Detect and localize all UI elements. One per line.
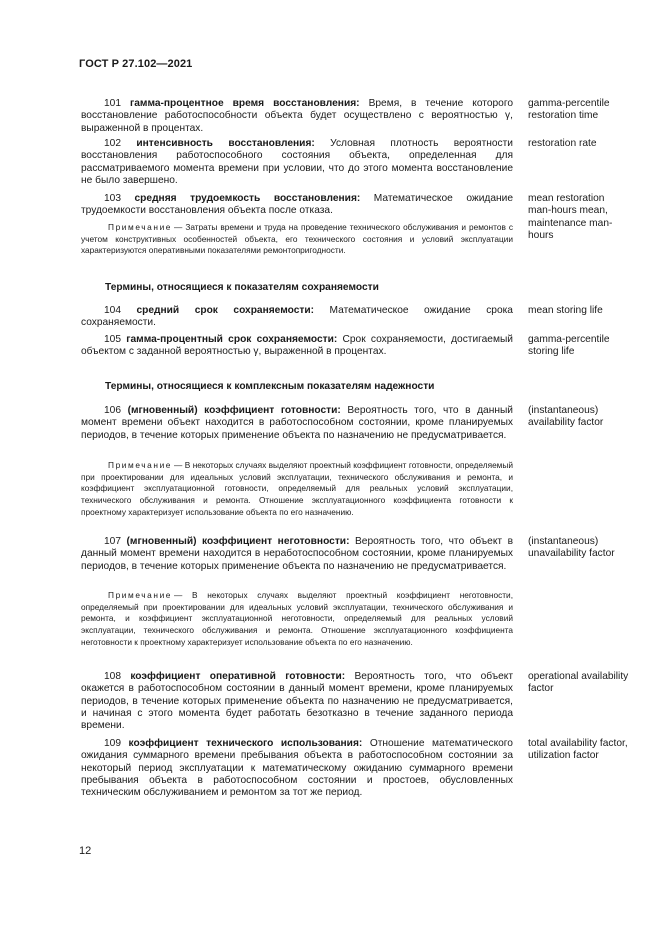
- english-equivalent-101: gamma-percentile restoration time: [528, 98, 610, 122]
- term-entry-103: [81, 193, 513, 218]
- term-name: (мгновенный) коэффициент неготовности:: [126, 536, 350, 547]
- term-name: гамма-процентное время восстановления:: [130, 98, 360, 109]
- term-name: гамма-процентный срок сохраняемости:: [126, 334, 338, 345]
- term-number: 103: [104, 193, 121, 204]
- english-equivalent-106: (instantaneous) availability factor: [528, 405, 604, 429]
- term-name: средний срок сохраняемости:: [136, 305, 315, 316]
- english-equivalent-104: mean storing life: [528, 305, 603, 316]
- note-text: — В некоторых случаях выделяют проектный коэффициент готовности, определяемый при проектировании для идеальных условий эксплуатации, технического обслуживания и ремонта, и коэффициент эксплуатационной готовности, определяемый для реальных условий эксплуатации, технического обслуживания и ремонта. Отношение эксплуатационного коэффициента готовности к проектному характеризует использование объекта по его назначению.: [81, 460, 513, 517]
- term-entry-108: [81, 671, 513, 732]
- term-definition: Вероятность того, что в данный момент времени объект находится в работоспособном состоянии, кроме планируемых периодов, в течение которых применение объекта по назначению не предусматривается.: [81, 405, 513, 441]
- term-definition: Условная плотность вероятности восстановления работоспособного состояния объекта, определенная для рассматриваемого момента времени при условии, что до этого момента восстановление не было завершено.: [81, 138, 513, 186]
- english-equivalent-109: total availability factor, utilization factor: [528, 738, 628, 762]
- note-107: [81, 590, 513, 649]
- term-definition: Время, в течение которого восстановление работоспособности объекта будет осуществлено с вероятностью γ, выраженной в процентах.: [81, 98, 513, 134]
- term-definition: Вероятность того, что объект в данный момент времени находится в неработоспособном состоянии, кроме планируемых периодов, в течение которых применение объекта по назначению не предусматривается.: [81, 536, 513, 572]
- english-equivalent-108: operational availability factor: [528, 671, 629, 695]
- term-number: 108: [104, 671, 121, 682]
- term-number: 107: [104, 536, 121, 547]
- term-definition: Вероятность того, что объект окажется в работоспособном состоянии в данный момент времени, кроме планируемых периодов, в течение которых применение объекта по назначению не предусматривается, и начиная с этого момента будет работать безотказно в течение заданного периода времени.: [81, 671, 513, 732]
- english-equivalent-107: (instantaneous) unavailability factor: [528, 536, 615, 560]
- term-name: интенсивность восстановления:: [136, 138, 315, 149]
- note-label: Примечание: [108, 460, 173, 470]
- page-number: 12: [79, 845, 92, 857]
- term-number: 106: [104, 405, 121, 416]
- term-number: 101: [104, 98, 121, 109]
- term-entry-106: [81, 405, 513, 442]
- note-label: Примечание: [108, 222, 173, 232]
- section-heading-storability: Термины, относящиеся к показателям сохраняемости: [105, 282, 379, 293]
- term-name: средняя трудоемкость восстановления:: [134, 193, 361, 204]
- term-definition: Срок сохраняемости, достигаемый объектом с заданной вероятностью γ, выраженной в процентах.: [81, 334, 513, 358]
- term-number: 105: [104, 334, 121, 345]
- section-heading-complex: Термины, относящиеся к комплексным показателям надежности: [105, 381, 435, 392]
- term-entry-105: [81, 334, 513, 359]
- note-text: — Затраты времени и труда на проведение технического обслуживания и ремонтов с учетом конструктивных особенностей объекта, его технического состояния и условий эксплуатации характеризуются оперативными показателями ремонтопригодности.: [81, 222, 513, 256]
- term-definition: Отношение математического ожидания суммарного времени пребывания объекта в работоспособном состоянии за некоторый период эксплуатации к математическому ожиданию суммарного времени пребывания объекта в работоспособном состоянии и простоев, обусловленных техническим обслуживанием и ремонтом за тот же период.: [81, 738, 513, 799]
- term-entry-109: [81, 738, 513, 799]
- term-entry-107: [81, 536, 513, 573]
- term-name: коэффициент оперативной готовности:: [130, 671, 346, 682]
- term-entry-104: [81, 305, 513, 330]
- english-equivalent-102: restoration rate: [528, 138, 597, 149]
- english-equivalent-103: mean restoration man-hours mean, maintenance man-hours: [528, 193, 613, 241]
- note-label: Примечание: [108, 590, 173, 600]
- term-definition: Математическое ожидание срока сохраняемости.: [81, 305, 513, 329]
- term-definition: Математическое ожидание трудоемкости восстановления объекта после отказа.: [81, 193, 513, 217]
- note-103: [81, 222, 513, 257]
- note-106: [81, 460, 513, 519]
- note-text: — В некоторых случаях выделяют проектный коэффициент неготовности, определяемый при проектировании для идеальных условий эксплуатации, технического обслуживания и ремонта, и коэффициент эксплуатационной неготовности, определяемый для реальных условий эксплуатации, технического обслуживания и ремонта. Отношение эксплуатационного коэффициента неготовности к проектному характеризует использование объекта по его назначению.: [81, 590, 513, 647]
- term-entry-102: [81, 138, 513, 187]
- term-number: 102: [104, 138, 121, 149]
- term-number: 104: [104, 305, 121, 316]
- term-name: (мгновенный) коэффициент готовности:: [127, 405, 341, 416]
- term-number: 109: [104, 738, 121, 749]
- term-entry-101: [81, 98, 513, 135]
- document-header: ГОСТ Р 27.102—2021: [79, 58, 193, 70]
- english-equivalent-105: gamma-percentile storing life: [528, 334, 610, 358]
- term-name: коэффициент технического использования:: [128, 738, 363, 749]
